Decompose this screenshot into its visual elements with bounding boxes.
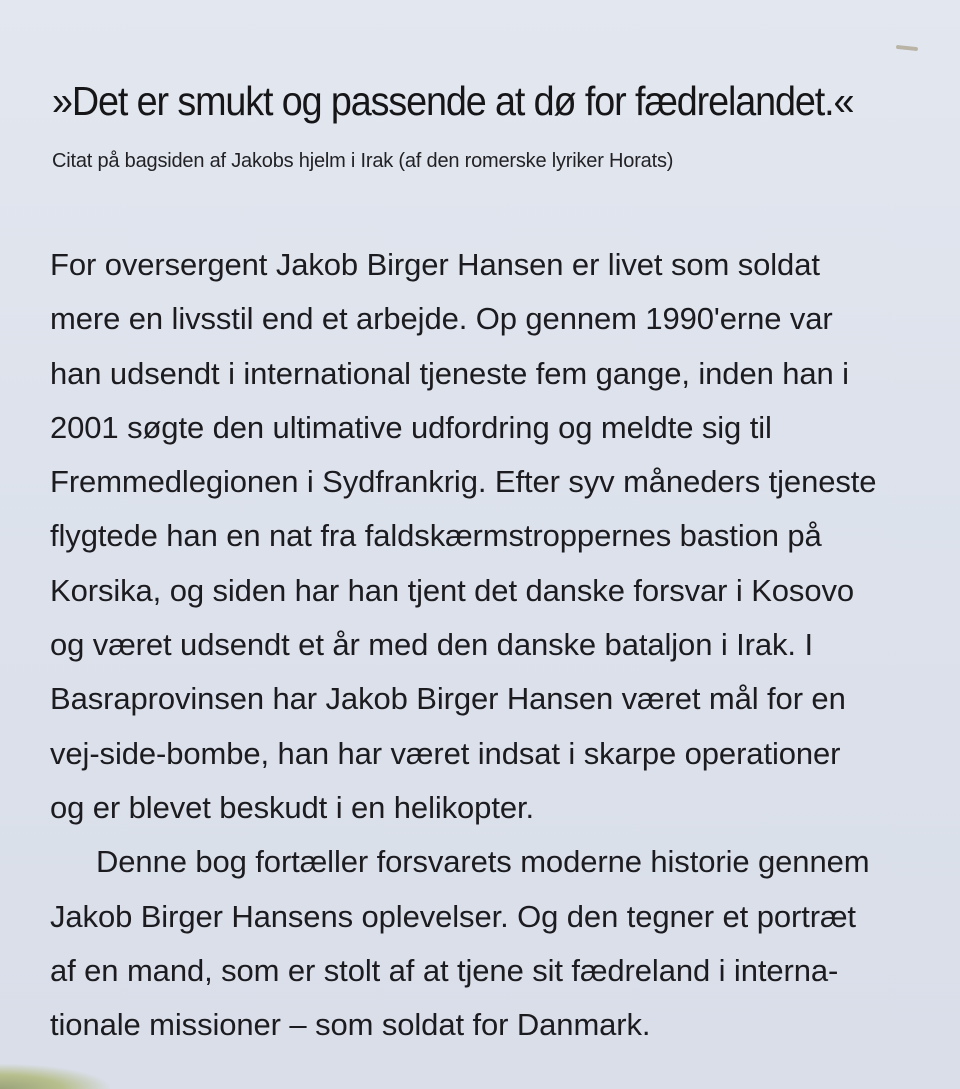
text-line: tionale missioner – som soldat for Danmark. [50, 1007, 651, 1043]
text-line: Jakob Birger Hansens oplevelser. Og den tegner et portræt [50, 898, 856, 934]
blurb-text [50, 238, 930, 1052]
text-line: 2001 søgte den ultimative udfordring og meldte sig til [50, 409, 772, 445]
text-line: mere en livsstil end et arbejde. Op gennem 1990'erne var [50, 301, 833, 337]
print-mark [896, 45, 918, 51]
text-line: Denne bog fortæller forsvarets moderne historie gennem [96, 844, 870, 880]
text-line: Korsika, og siden har han tjent det danske forsvar i Kosovo [50, 572, 855, 608]
text-line: han udsendt i international tjeneste fem gange, inden han i [50, 355, 849, 391]
text-line: og været udsendt et år med den danske bataljon i Irak. I [50, 627, 813, 663]
text-line: flygtede han en nat fra faldskærmstroppernes bastion på [50, 518, 822, 554]
text-line: af en mand, som er stolt af at tjene sit fædreland i interna- [50, 952, 839, 988]
blurb-paragraph-2 [50, 835, 930, 1052]
cover-art-corner [0, 1064, 110, 1089]
text-line: vej-side-bombe, han har været indsat i skarpe operationer [50, 735, 841, 771]
text-line: Fremmedlegionen i Sydfrankrig. Efter syv måneders tjeneste [50, 464, 877, 500]
text-line: Basraprovinsen har Jakob Birger Hansen været mål for en [50, 681, 846, 717]
text-line: og er blevet beskudt i en helikopter. [50, 789, 535, 825]
blurb-paragraph-1 [50, 238, 930, 835]
epigraph-citation: Citat på bagsiden af Jakobs hjelm i Irak (af den romerske lyriker Horats) [52, 150, 674, 172]
text-line: For oversergent Jakob Birger Hansen er livet som soldat [50, 247, 820, 282]
epigraph-quote: »Det er smukt og passende at dø for fædrelandet.« [52, 78, 854, 124]
